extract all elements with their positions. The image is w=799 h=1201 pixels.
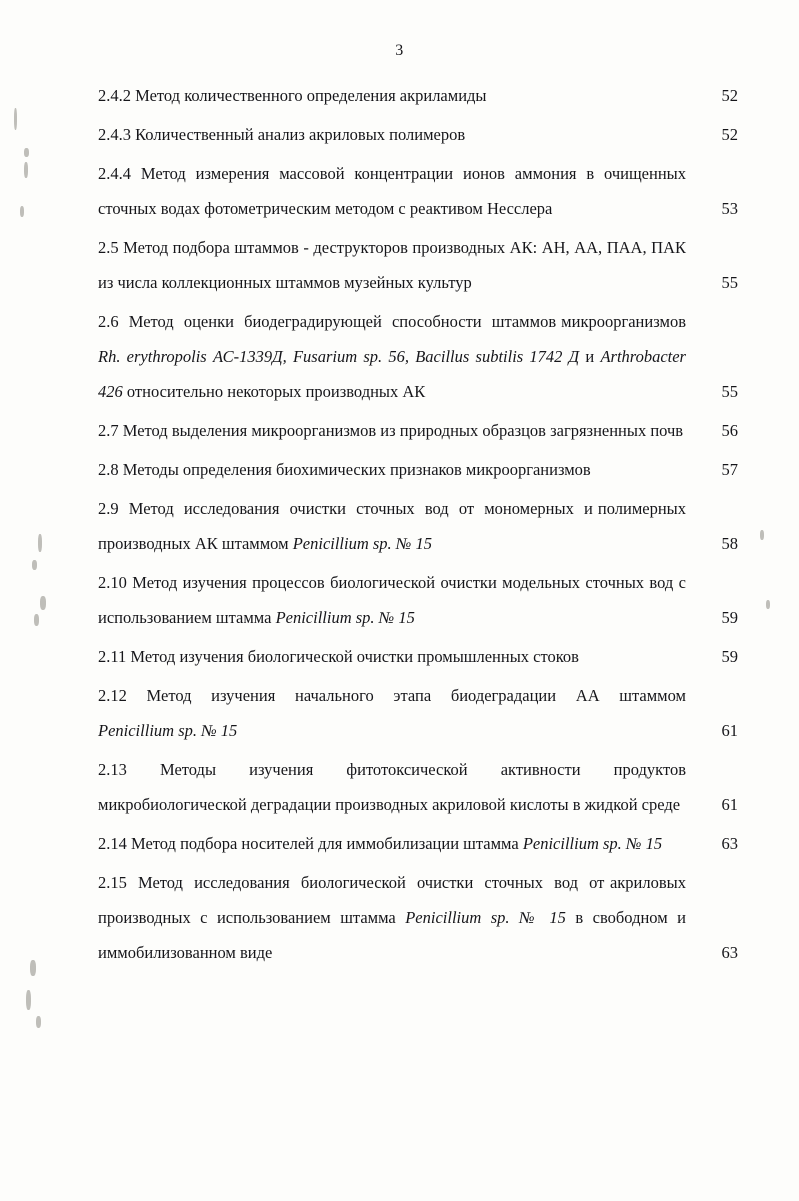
scan-artifact [26, 990, 31, 1010]
table-of-contents [98, 78, 738, 974]
toc-entry[interactable] [98, 865, 738, 970]
toc-entry-page: 55 [721, 382, 738, 401]
toc-entry-title: 2.9 Метод исследования очистки сточных вод от мономерных и полимерных производных АК штаммом Penicillium sp. № 15 [98, 499, 686, 553]
scan-artifact [24, 148, 29, 157]
toc-entry-page: 63 [721, 943, 738, 962]
toc-entry[interactable] [98, 678, 738, 748]
scan-artifact [34, 614, 39, 626]
toc-entry-title: 2.14 Метод подбора носителей для иммобилизации штамма Penicillium sp. № 15 [98, 834, 663, 853]
toc-entry-page: 59 [721, 608, 738, 627]
toc-entry[interactable] [98, 156, 738, 226]
scan-artifact [36, 1016, 41, 1028]
toc-entry-page: 52 [721, 86, 738, 105]
scan-artifact [38, 534, 42, 552]
scan-artifact [766, 600, 770, 609]
toc-entry-page: 61 [721, 795, 738, 814]
toc-entry-title: 2.10 Метод изучения процессов биологической очистки модельных сточных вод с использованием штамма Penicillium sp. № 15 [98, 573, 686, 627]
scan-artifact [20, 206, 24, 217]
toc-entry[interactable] [98, 413, 738, 448]
toc-entry[interactable] [98, 639, 738, 674]
toc-entry[interactable] [98, 491, 738, 561]
toc-entry-title: 2.4.2 Метод количественного определения акриламиды [98, 86, 487, 105]
toc-entry-page: 53 [721, 199, 738, 218]
scan-artifact [14, 108, 17, 130]
toc-entry-page: 61 [721, 721, 738, 740]
scan-artifact [40, 596, 46, 610]
toc-entry-title: 2.15 Метод исследования биологической очистки сточных вод от акриловых производных с использованием штамма Penicillium sp. № 15 в свободном и иммобилизованном виде [98, 873, 686, 962]
scan-artifact [32, 560, 37, 570]
toc-entry[interactable] [98, 826, 738, 861]
toc-entry-title: 2.4.3 Количественный анализ акриловых полимеров [98, 125, 466, 144]
scan-artifact [24, 162, 28, 178]
toc-entry[interactable] [98, 78, 738, 113]
toc-entry-title: 2.7 Метод выделения микроорганизмов из природных образцов загрязненных почв [98, 421, 684, 440]
toc-entry[interactable] [98, 752, 738, 822]
toc-entry[interactable] [98, 565, 738, 635]
scan-artifact [30, 960, 36, 976]
toc-entry-title: 2.8 Методы определения биохимических признаков микроорганизмов [98, 460, 591, 479]
page-number: 3 [395, 42, 404, 59]
toc-entry-title: 2.12 Метод изучения начального этапа биодеградации АА штаммом Penicillium sp. № 15 [98, 686, 686, 740]
toc-entry-page: 56 [721, 421, 738, 440]
toc-entry-page: 52 [721, 125, 738, 144]
toc-entry[interactable] [98, 230, 738, 300]
toc-entry-title: 2.13 Методы изучения фитотоксической активности продуктов микробиологической деградации производных акриловой кислоты в жидкой среде [98, 760, 686, 814]
toc-entry[interactable] [98, 117, 738, 152]
toc-entry-title: 2.5 Метод подбора штаммов - деструкторов производных АК: АН, АА, ПАА, ПАК из числа коллекционных штаммов музейных культур [98, 238, 686, 292]
toc-entry-page: 58 [721, 534, 738, 553]
toc-entry-title: 2.4.4 Метод измерения массовой концентрации ионов аммония в очищенных сточных водах фотометрическим методом с реактивом Несслера [98, 164, 686, 218]
toc-entry[interactable] [98, 452, 738, 487]
toc-entry-page: 59 [721, 647, 738, 666]
toc-entry-page: 57 [721, 460, 738, 479]
scan-artifact [760, 530, 764, 540]
toc-entry-title: 2.6 Метод оценки биодеградирующей способности штаммов микроорганизмов Rh. erythropolis АС-1339Д, Fusarium sp. 56, Bacillus subtilis 1742 Д и Arthrobacter 426 относительно некоторых производных АК [98, 312, 686, 401]
toc-entry-page: 55 [721, 273, 738, 292]
toc-entry-title: 2.11 Метод изучения биологической очистки промышленных стоков [98, 647, 579, 666]
toc-entry[interactable] [98, 304, 738, 409]
toc-entry-page: 63 [721, 834, 738, 853]
